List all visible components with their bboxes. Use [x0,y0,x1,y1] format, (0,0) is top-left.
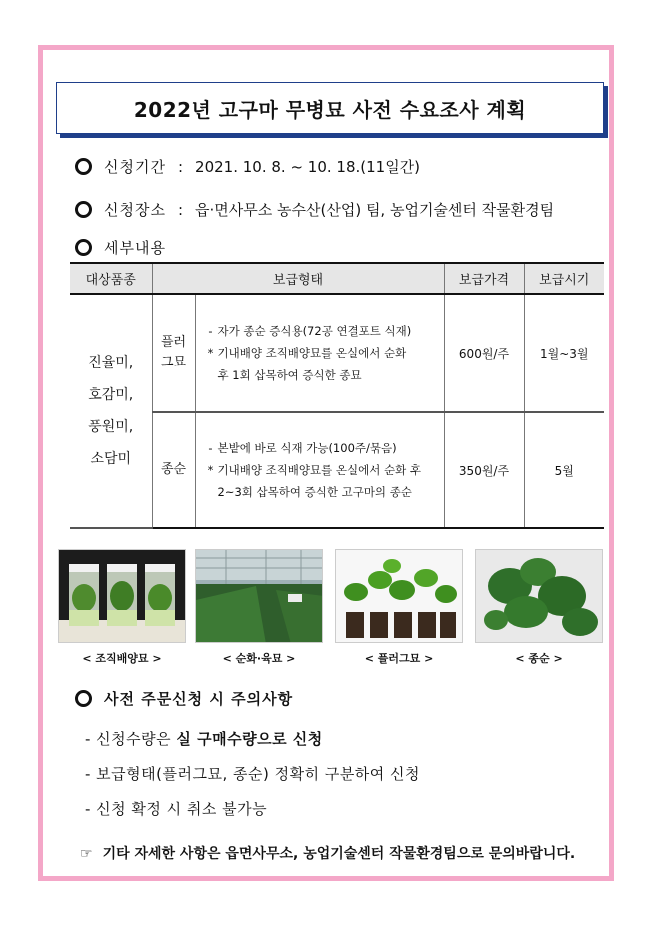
page-title: 2022년 고구마 무병묘 사전 수요조사 계획 [133,97,527,122]
place-row: 신청장소 : 읍·면사무소 농수산(산업) 팀, 농업기술센터 작물환경팀 [75,199,554,220]
form-cutting: 종순 [152,412,195,528]
caption-plug-seedling: < 플러그묘 > [364,652,434,665]
variety-name: 호감미, [88,387,134,403]
note-item-2: - 보급형태(플러그묘, 종순) 정확히 구분하여 신청 [85,765,421,783]
period-value: 2021. 10. 8. ~ 10. 18.(11일간) [195,158,421,176]
photo-greenhouse [195,549,323,643]
price-plug: 600원/주 [444,294,524,412]
caption-tissue-culture: < 조직배양묘 > [82,652,162,665]
header-form: 보급형태 [152,263,444,294]
period-plug: 1월~3월 [524,294,604,412]
period-cutting: 5월 [524,412,604,528]
place-value: 읍·면사무소 농수산(산업) 팀, 농업기술센터 작물환경팀 [195,201,555,219]
circle-bullet-icon [75,201,92,218]
variety-name: 풍원미, [88,419,134,435]
variety-name: 소담미 [90,451,132,467]
supply-table [70,262,604,529]
caption-greenhouse: < 순화·육묘 > [222,652,296,665]
place-label: 신청장소 [104,201,166,219]
caption-cutting: < 종순 > [515,652,563,665]
header-variety: 대상품종 [70,263,152,294]
details-label: 세부내용 [104,239,166,257]
circle-bullet-icon [75,158,92,175]
photo-cutting [475,549,603,643]
pointing-hand-icon: ☞ [80,846,93,862]
period-row: 신청기간 : 2021. 10. 8. ~ 10. 18.(11일간) [75,156,420,177]
desc-cutting: - 본밭에 바로 식재 가능(100주/묶음) * 기내배양 조직배양묘를 온실에서 순화 후 2~3회 삽목하여 증식한 고구마의 종순 [195,412,444,528]
note-item-1: - 신청수량은 실 구매수량으로 신청 [85,730,323,748]
photo-plug-seedling [335,549,463,643]
note-item-3: - 신청 확정 시 취소 불가능 [85,800,268,818]
circle-bullet-icon [75,239,92,256]
photo-tissue-culture [58,549,186,643]
variety-name: 진율미, [88,355,134,371]
desc-plug: - 자가 종순 증식용(72공 연결포트 식재) * 기내배양 조직배양묘를 온실에서 순화 후 1회 삽목하여 증식한 종묘 [195,294,444,412]
header-period: 보급시기 [524,263,604,294]
form-plug: 플러 그묘 [152,294,195,412]
variety-cell [70,294,152,528]
header-price: 보급가격 [444,263,524,294]
notes-heading-row [75,688,293,709]
title-box [56,82,604,134]
circle-bullet-icon [75,690,92,707]
notes-heading: 사전 주문신청 시 주의사항 [104,690,294,708]
footer-note: ☞ 기타 자세한 사항은 읍면사무소, 농업기술센터 작물환경팀으로 문의바랍니다. [80,846,576,862]
details-row [75,237,166,258]
price-cutting: 350원/주 [444,412,524,528]
period-label: 신청기간 [104,158,166,176]
